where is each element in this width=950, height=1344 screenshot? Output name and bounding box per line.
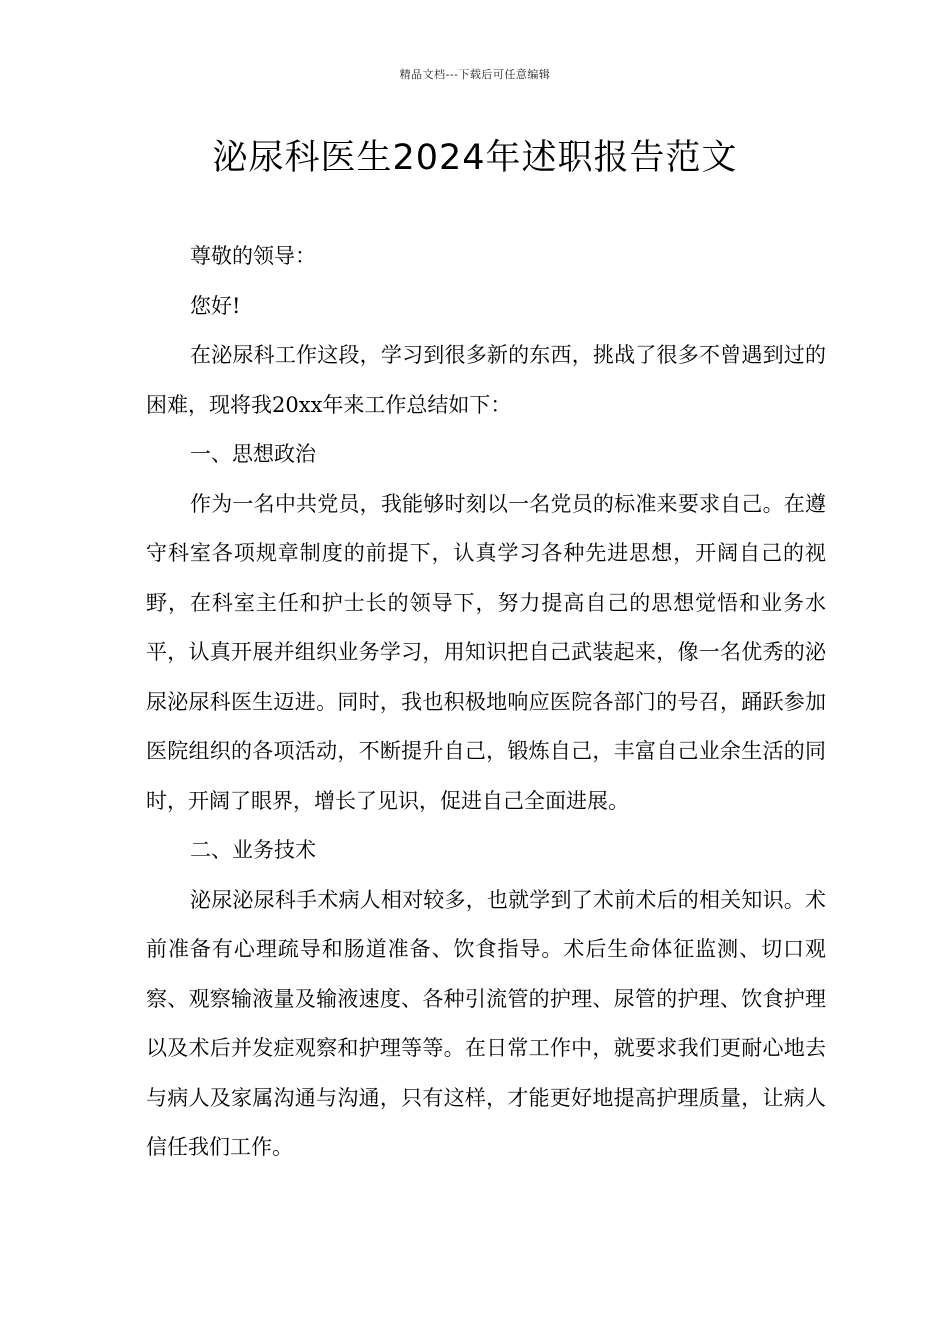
- ideology-paragraph: 作为一名中共党员，我能够时刻以一名党员的标准来要求自己。在遵守科室各项规章制度的前提下，认真学习各种先进思想，开阔自己的视野，在科室主任和护士长的领导下，努力提高自己的思想觉悟和业务水平，认真开展并组织业务学习，用知识把自己武装起来，像一名优秀的泌尿泌尿科医生迈进。同时，我也积极地响应医院各部门的号召，踊跃参加医院组织的各项活动，不断提升自己，锻炼自己，丰富自己业余生活的同时，开阔了眼界，增长了见识，促进自己全面进展。: [146, 491, 826, 813]
- section-heading-ideology: 一、思想政治: [190, 442, 316, 466]
- document-title: 泌尿科医生2024年述职报告范文: [212, 138, 738, 178]
- document-body: [146, 232, 826, 1173]
- salutation-paragraph: 尊敬的领导：: [190, 244, 316, 268]
- technical-paragraph: 泌尿泌尿科手术病人相对较多，也就学到了术前术后的相关知识。术前准备有心理疏导和肠道准备、饮食指导。术后生命体征监测、切口观察、观察输液量及输液速度、各种引流管的护理、尿管的护理、饮食护理以及术后并发症观察和护理等等。在日常工作中，就要求我们更耐心地去与病人及家属沟通与沟通，只有这样，才能更好地提高护理质量，让病人信任我们工作。: [146, 887, 826, 1159]
- section-heading-technical: 二、业务技术: [190, 838, 316, 862]
- greeting-paragraph: 您好!: [190, 293, 241, 318]
- page-header-note: 精品文档---下载后可任意编辑: [399, 68, 551, 81]
- intro-paragraph: 在泌尿科工作这段，学习到很多新的东西，挑战了很多不曾遇到过的困难，现将我20xx年来工作总结如下：: [146, 343, 826, 417]
